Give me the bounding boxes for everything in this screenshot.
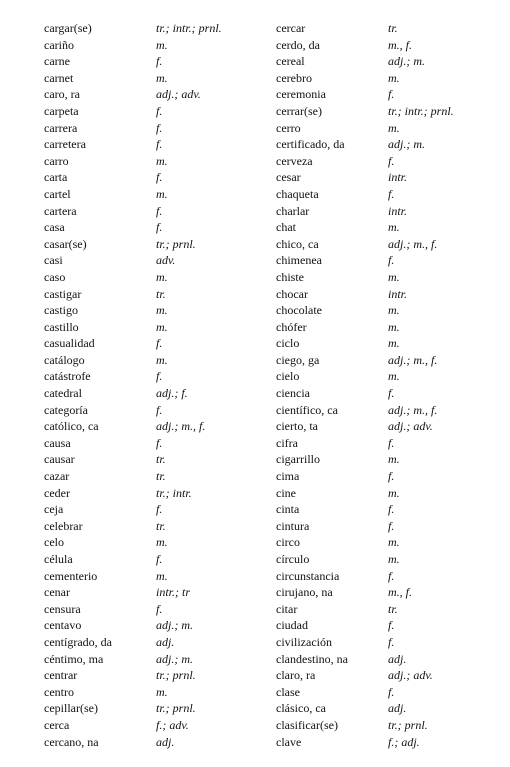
word-entry	[276, 252, 506, 269]
grammatical-category: f.	[156, 137, 163, 152]
word-entry	[276, 286, 506, 303]
word-entry	[276, 302, 506, 319]
grammatical-category: m.	[388, 452, 400, 467]
word-entry	[44, 86, 274, 103]
headword: centígrado, da	[44, 634, 112, 649]
headword: cesar	[276, 170, 301, 185]
word-entry	[44, 684, 274, 701]
word-entry	[276, 418, 506, 435]
grammatical-category: adj.; adv.	[388, 668, 433, 683]
headword: ceja	[44, 502, 64, 517]
word-entry	[276, 120, 506, 137]
word-entry	[44, 352, 274, 369]
word-entry	[44, 20, 274, 37]
headword: cereal	[276, 54, 305, 69]
grammatical-category: adj.; m., f.	[388, 352, 438, 367]
grammatical-category: m.	[388, 70, 400, 85]
headword: carnet	[44, 70, 74, 85]
headword: cerca	[44, 717, 70, 732]
grammatical-category: m., f.	[388, 37, 412, 52]
word-entry	[276, 634, 506, 651]
word-entry	[44, 601, 274, 618]
grammatical-category: m.	[388, 120, 400, 135]
headword: chat	[276, 220, 296, 235]
dictionary-page	[0, 20, 510, 760]
word-entry	[44, 501, 274, 518]
headword: charlar	[276, 203, 310, 218]
grammatical-category: m.	[388, 269, 400, 284]
word-entry	[44, 485, 274, 502]
grammatical-category: m.	[156, 535, 168, 550]
headword: certificado, da	[276, 137, 345, 152]
grammatical-category: adj.	[388, 651, 407, 666]
grammatical-category: f.	[388, 684, 395, 699]
word-entry	[44, 435, 274, 452]
grammatical-category: f.; adv.	[156, 717, 189, 732]
grammatical-category: m.	[156, 303, 168, 318]
word-entry	[276, 402, 506, 419]
grammatical-category: f.	[388, 469, 395, 484]
word-entry	[276, 717, 506, 734]
word-entry	[276, 86, 506, 103]
grammatical-category: f.	[156, 402, 163, 417]
word-entry	[44, 634, 274, 651]
headword: causa	[44, 435, 71, 450]
grammatical-category: m.	[156, 684, 168, 699]
word-entry	[276, 37, 506, 54]
word-entry	[44, 402, 274, 419]
word-entry	[44, 103, 274, 120]
headword: clandestino, na	[276, 651, 348, 666]
word-entry	[44, 451, 274, 468]
headword: carne	[44, 54, 70, 69]
word-entry	[276, 269, 506, 286]
grammatical-category: m., f.	[388, 585, 412, 600]
headword: cielo	[276, 369, 300, 384]
headword: cerveza	[276, 153, 313, 168]
headword: casualidad	[44, 336, 95, 351]
headword: causar	[44, 452, 75, 467]
grammatical-category: f.	[388, 518, 395, 533]
word-entry	[276, 70, 506, 87]
grammatical-category: f.	[388, 634, 395, 649]
grammatical-category: f.	[156, 369, 163, 384]
word-entry	[44, 319, 274, 336]
grammatical-category: f.	[388, 502, 395, 517]
grammatical-category: tr.	[388, 601, 398, 616]
word-entry	[276, 435, 506, 452]
headword: catálogo	[44, 352, 85, 367]
word-entry	[276, 186, 506, 203]
grammatical-category: f.	[388, 87, 395, 102]
word-entry	[44, 186, 274, 203]
headword: clasificar(se)	[276, 717, 338, 732]
headword: clase	[276, 684, 300, 699]
headword: carretera	[44, 137, 86, 152]
word-entry	[44, 252, 274, 269]
grammatical-category: tr.; intr.	[156, 485, 192, 500]
headword: catástrofe	[44, 369, 91, 384]
headword: catedral	[44, 386, 82, 401]
grammatical-category: adv.	[156, 253, 176, 268]
word-entry	[44, 700, 274, 717]
word-entry	[276, 236, 506, 253]
headword: claro, ra	[276, 668, 316, 683]
headword: celebrar	[44, 518, 83, 533]
grammatical-category: f.	[388, 253, 395, 268]
headword: centavo	[44, 618, 82, 633]
grammatical-category: f.	[156, 220, 163, 235]
word-entry	[276, 684, 506, 701]
headword: científico, ca	[276, 402, 338, 417]
grammatical-category: m.	[156, 319, 168, 334]
word-entry	[44, 734, 274, 751]
headword: carta	[44, 170, 68, 185]
headword: casar(se)	[44, 236, 87, 251]
headword: castigar	[44, 286, 82, 301]
word-entry	[276, 153, 506, 170]
grammatical-category: tr.	[156, 518, 166, 533]
grammatical-category: f.	[156, 170, 163, 185]
headword: casi	[44, 253, 63, 268]
grammatical-category: tr.	[156, 469, 166, 484]
word-entry	[276, 219, 506, 236]
headword: celo	[44, 535, 64, 550]
word-entry	[44, 286, 274, 303]
word-entry	[44, 667, 274, 684]
word-entry	[44, 468, 274, 485]
word-entry	[276, 385, 506, 402]
headword: chófer	[276, 319, 307, 334]
grammatical-category: tr.	[156, 452, 166, 467]
word-entry	[44, 617, 274, 634]
headword: ciclo	[276, 336, 300, 351]
grammatical-category: f.	[388, 568, 395, 583]
grammatical-category: f.	[388, 186, 395, 201]
headword: cirujano, na	[276, 585, 333, 600]
word-entry	[276, 136, 506, 153]
headword: cartera	[44, 203, 77, 218]
grammatical-category: adj.; adv.	[388, 419, 433, 434]
word-entry	[276, 352, 506, 369]
headword: castigo	[44, 303, 78, 318]
grammatical-category: m.	[156, 70, 168, 85]
grammatical-category: tr.; intr.; prnl.	[156, 21, 222, 35]
word-entry	[44, 136, 274, 153]
headword: chocar	[276, 286, 308, 301]
grammatical-category: m.	[156, 37, 168, 52]
headword: chaqueta	[276, 186, 319, 201]
grammatical-category: adj.	[388, 701, 407, 716]
word-entry	[276, 319, 506, 336]
headword: cementerio	[44, 568, 98, 583]
word-entry	[44, 551, 274, 568]
grammatical-category: tr.; prnl.	[156, 236, 196, 251]
headword: carrera	[44, 120, 78, 135]
grammatical-category: tr.	[156, 286, 166, 301]
grammatical-category: tr.; prnl.	[388, 717, 428, 732]
headword: categoría	[44, 402, 88, 417]
grammatical-category: intr.; tr	[156, 585, 191, 600]
headword: chimenea	[276, 253, 322, 268]
headword: cercano, na	[44, 734, 99, 749]
grammatical-category: intr.	[388, 286, 408, 301]
headword: casa	[44, 220, 65, 235]
grammatical-category: f.	[388, 153, 395, 168]
word-entry	[276, 501, 506, 518]
headword: censura	[44, 601, 81, 616]
headword: cariño	[44, 37, 74, 52]
word-entry	[44, 236, 274, 253]
grammatical-category: m.	[156, 153, 168, 168]
word-entry	[44, 203, 274, 220]
word-entry	[44, 169, 274, 186]
word-entry	[44, 269, 274, 286]
headword: citar	[276, 601, 298, 616]
grammatical-category: adj.; m., f.	[388, 402, 438, 417]
headword: católico, ca	[44, 419, 99, 434]
grammatical-category: f.	[156, 502, 163, 517]
word-entry	[276, 518, 506, 535]
grammatical-category: f.	[156, 120, 163, 135]
grammatical-category: m.	[388, 336, 400, 351]
grammatical-category: f.	[156, 54, 163, 69]
headword: circunstancia	[276, 568, 340, 583]
word-entry	[276, 451, 506, 468]
word-entry	[276, 551, 506, 568]
grammatical-category: f.	[156, 435, 163, 450]
headword: centro	[44, 684, 74, 699]
word-entry	[44, 518, 274, 535]
grammatical-category: tr.; prnl.	[156, 668, 196, 683]
headword: chocolate	[276, 303, 322, 318]
grammatical-category: f.	[388, 386, 395, 401]
headword: cierto, ta	[276, 419, 318, 434]
word-entry	[276, 734, 506, 751]
grammatical-category: adj.; m.	[388, 54, 425, 69]
headword: cerdo, da	[276, 37, 320, 52]
headword: chiste	[276, 269, 304, 284]
headword: cargar(se)	[44, 21, 92, 35]
headword: caso	[44, 269, 66, 284]
right-word-column	[276, 20, 506, 750]
word-entry	[276, 651, 506, 668]
headword: caro, ra	[44, 87, 80, 102]
word-entry	[276, 103, 506, 120]
grammatical-category: f.	[156, 203, 163, 218]
word-entry	[44, 534, 274, 551]
headword: cinta	[276, 502, 300, 517]
word-entry	[44, 717, 274, 734]
word-entry	[44, 70, 274, 87]
headword: cifra	[276, 435, 298, 450]
headword: círculo	[276, 552, 310, 566]
headword: cima	[276, 469, 300, 484]
grammatical-category: adj.; m., f.	[388, 236, 438, 251]
headword: ciencia	[276, 386, 310, 401]
headword: circo	[276, 535, 300, 550]
grammatical-category: m.	[388, 303, 400, 318]
grammatical-category: m.	[156, 186, 168, 201]
grammatical-category: m.	[388, 319, 400, 334]
grammatical-category: m.	[156, 352, 168, 367]
headword: céntimo, ma	[44, 651, 104, 666]
left-word-column	[44, 20, 274, 750]
word-entry	[44, 37, 274, 54]
word-entry	[44, 335, 274, 352]
headword: cine	[276, 485, 296, 500]
grammatical-category: adj.; m.	[156, 651, 193, 666]
grammatical-category: intr.	[388, 203, 408, 218]
headword: chico, ca	[276, 236, 319, 251]
headword: ceder	[44, 485, 70, 500]
headword: cazar	[44, 469, 70, 484]
word-entry	[44, 651, 274, 668]
grammatical-category: m.	[388, 220, 400, 235]
headword: ceremonia	[276, 87, 326, 102]
word-entry	[276, 468, 506, 485]
grammatical-category: m.	[388, 485, 400, 500]
grammatical-category: adj.; m., f.	[156, 419, 206, 434]
grammatical-category: f.	[156, 552, 163, 566]
grammatical-category: tr.; prnl.	[156, 701, 196, 716]
word-entry	[44, 584, 274, 601]
word-entry	[276, 617, 506, 634]
word-entry	[276, 601, 506, 618]
headword: cintura	[276, 518, 310, 533]
grammatical-category: adj.; adv.	[156, 87, 201, 102]
grammatical-category: f.	[388, 618, 395, 633]
grammatical-category: f.	[388, 435, 395, 450]
headword: cercar	[276, 21, 306, 35]
grammatical-category: m.	[388, 369, 400, 384]
headword: cartel	[44, 186, 71, 201]
word-entry	[44, 418, 274, 435]
word-entry	[276, 368, 506, 385]
headword: castillo	[44, 319, 79, 334]
headword: carpeta	[44, 103, 79, 118]
word-entry	[276, 53, 506, 70]
word-entry	[276, 568, 506, 585]
word-entry	[44, 302, 274, 319]
headword: cerrar(se)	[276, 103, 322, 118]
headword: ciudad	[276, 618, 308, 633]
headword: cigarrillo	[276, 452, 320, 467]
grammatical-category: adj.	[156, 734, 175, 749]
word-entry	[44, 120, 274, 137]
grammatical-category: adj.	[156, 634, 175, 649]
word-entry	[276, 485, 506, 502]
word-entry	[276, 584, 506, 601]
word-entry	[276, 20, 506, 37]
grammatical-category: adj.; f.	[156, 386, 188, 401]
grammatical-category: tr.	[388, 21, 398, 35]
headword: carro	[44, 153, 69, 168]
word-entry	[44, 368, 274, 385]
word-entry	[44, 568, 274, 585]
headword: clásico, ca	[276, 701, 326, 716]
grammatical-category: m.	[156, 568, 168, 583]
word-entry	[276, 335, 506, 352]
word-entry	[44, 219, 274, 236]
grammatical-category: f.	[156, 103, 163, 118]
grammatical-category: m.	[388, 552, 400, 566]
headword: centrar	[44, 668, 78, 683]
headword: cerebro	[276, 70, 312, 85]
headword: cenar	[44, 585, 70, 600]
word-entry	[44, 153, 274, 170]
grammatical-category: adj.; m.	[156, 618, 193, 633]
grammatical-category: m.	[156, 269, 168, 284]
grammatical-category: adj.; m.	[388, 137, 425, 152]
headword: civilización	[276, 634, 332, 649]
headword: cepillar(se)	[44, 701, 98, 716]
headword: célula	[44, 552, 73, 566]
grammatical-category: f.	[156, 336, 163, 351]
headword: cerro	[276, 120, 301, 135]
grammatical-category: m.	[388, 535, 400, 550]
word-entry	[276, 667, 506, 684]
word-entry	[44, 385, 274, 402]
word-entry	[276, 700, 506, 717]
grammatical-category: tr.; intr.; prnl.	[388, 103, 454, 118]
grammatical-category: intr.	[388, 170, 408, 185]
headword: clave	[276, 734, 302, 749]
grammatical-category: f.	[156, 601, 163, 616]
word-entry	[276, 169, 506, 186]
word-entry	[276, 534, 506, 551]
grammatical-category: f.; adj.	[388, 734, 420, 749]
headword: ciego, ga	[276, 352, 320, 367]
word-entry	[276, 203, 506, 220]
word-entry	[44, 53, 274, 70]
